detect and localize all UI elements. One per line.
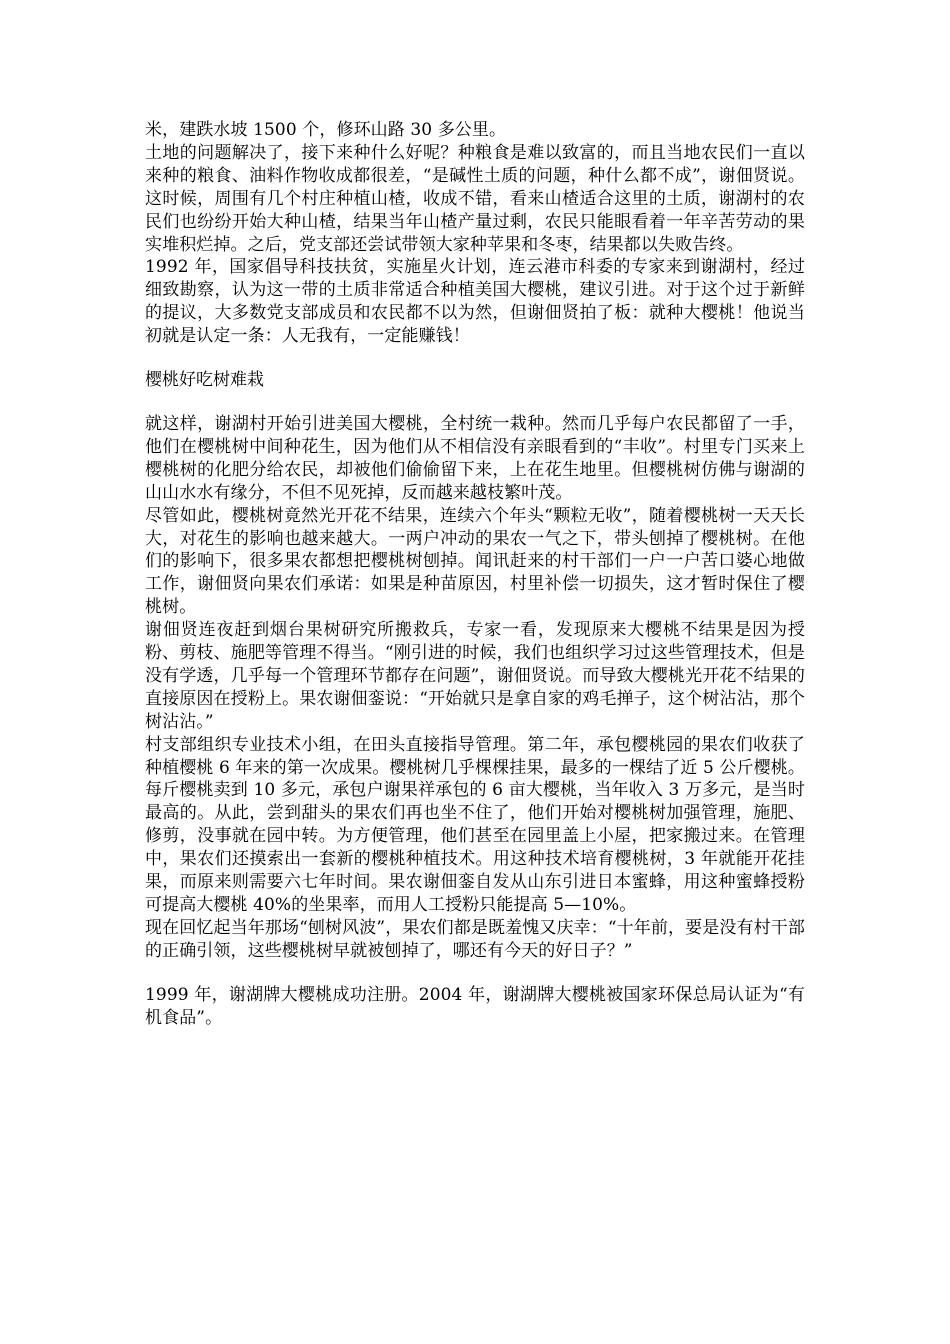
section-heading: 樱桃好吃树难栽 bbox=[145, 370, 264, 391]
paragraph-8: 现在回忆起当年那场“刨树风波”，果农们都是既羞愧又庆幸：“十年前，要是没有村干部的正确引领，这些樱桃树早就被刨掉了，哪还有今天的好日子？” bbox=[145, 917, 805, 961]
paragraph-6: 谢佃贤连夜赶到烟台果树研究所搬救兵，专家一看，发现原来大樱桃不结果是因为授粉、剪枝、施肥等管理不得当。“刚引进的时候，我们也组织学习过这些管理技术，但是没有学透，几乎每一个管理环节都存在问题”，谢佃贤说。而导致大樱桃光开花不结果的直接原因在授粉上。果农谢佃銮说：“开始就只是拿自家的鸡毛掸子，这个树沾沾，那个树沾沾。” bbox=[145, 620, 805, 732]
spacer bbox=[145, 392, 805, 413]
paragraph-9: 1999 年，谢湖牌大樱桃成功注册。2004 年，谢湖牌大樱桃被国家环保总局认证为“有机食品”。 bbox=[145, 984, 805, 1028]
paragraph-3: 1992 年，国家倡导科技扶贫，实施星火计划，连云港市科委的专家来到谢湖村，经过细致勘察，认为这一带的土质非常适合种植美国大樱桃，建议引进。对于这个过于新鲜的提议，大多数党支部成员和农民都不以为然，但谢佃贤拍了板：就种大樱桃！他说当初就是认定一条：人无我有，一定能赚钱！ bbox=[145, 257, 805, 347]
paragraph-1: 米，建跌水坡 1500 个，修环山路 30 多公里。 bbox=[145, 120, 507, 140]
article-body bbox=[145, 119, 805, 1030]
paragraph-4: 就这样，谢湖村开始引进美国大樱桃，全村统一栽种。然而几乎每户农民都留了一手，他们在樱桃树中间种花生，因为他们从不相信没有亲眼看到的“丰收”。村里专门买来上樱桃树的化肥分给农民，却被他们偷偷留下来，上在花生地里。但樱桃树仿佛与谢湖的山山水水有缘分，不但不见死掉，反而越来越枝繁叶茂。 bbox=[145, 413, 805, 503]
spacer bbox=[145, 963, 805, 984]
spacer bbox=[145, 348, 805, 369]
paragraph-7: 村支部组织专业技术小组，在田头直接指导管理。第二年，承包樱桃园的果农们收获了种植樱桃 6 年来的第一次成果。樱桃树几乎棵棵挂果，最多的一棵结了近 5 公斤樱桃。每斤樱桃卖到 10 多元，承包户谢果祥承包的 6 亩大樱桃，当年收入 3 万多元，是当时最高的。从此，尝到甜头的果农们再也坐不住了，他们开始对樱桃树加强管理，施肥、修剪，没事就在园中转。为方便管理，他们甚至在园里盖上小屋，把家搬过来。在管理中，果农们还摸索出一套新的樱桃种植技术。用这种技术培育樱桃树，3 年就能开花挂果，而原来则需要六七年时间。果农谢佃銮自发从山东引进日本蜜蜂，用这种蜜蜂授粉可提高大樱桃 40%的坐果率，而用人工授粉只能提高 5—10%。 bbox=[145, 734, 805, 915]
paragraph-5: 尽管如此，樱桃树竟然光开花不结果，连续六个年头“颗粒无收”，随着樱桃树一天天长大，对花生的影响也越来越大。一两户冲动的果农一气之下，带头刨掉了樱桃树。在他们的影响下，很多果农都想把樱桃树刨掉。闻讯赶来的村干部们一户一户苦口婆心地做工作，谢佃贤向果农们承诺：如果是种苗原因，村里补偿一切损失，这才暂时保住了樱桃树。 bbox=[145, 505, 805, 618]
paragraph-2: 土地的问题解决了，接下来种什么好呢？种粮食是难以致富的，而且当地农民们一直以来种的粮食、油料作物收成都很差，“是碱性土质的问题，种什么都不成”，谢佃贤说。这时候，周围有几个村庄种植山楂，收成不错，看来山楂适合这里的土质，谢湖村的农民们也纷纷开始大种山楂，结果当年山楂产量过剩，农民只能眼看着一年辛苦劳动的果实堆积烂掉。之后，党支部还尝试带领大家种苹果和冬枣，结果都以失败告终。 bbox=[145, 142, 805, 255]
